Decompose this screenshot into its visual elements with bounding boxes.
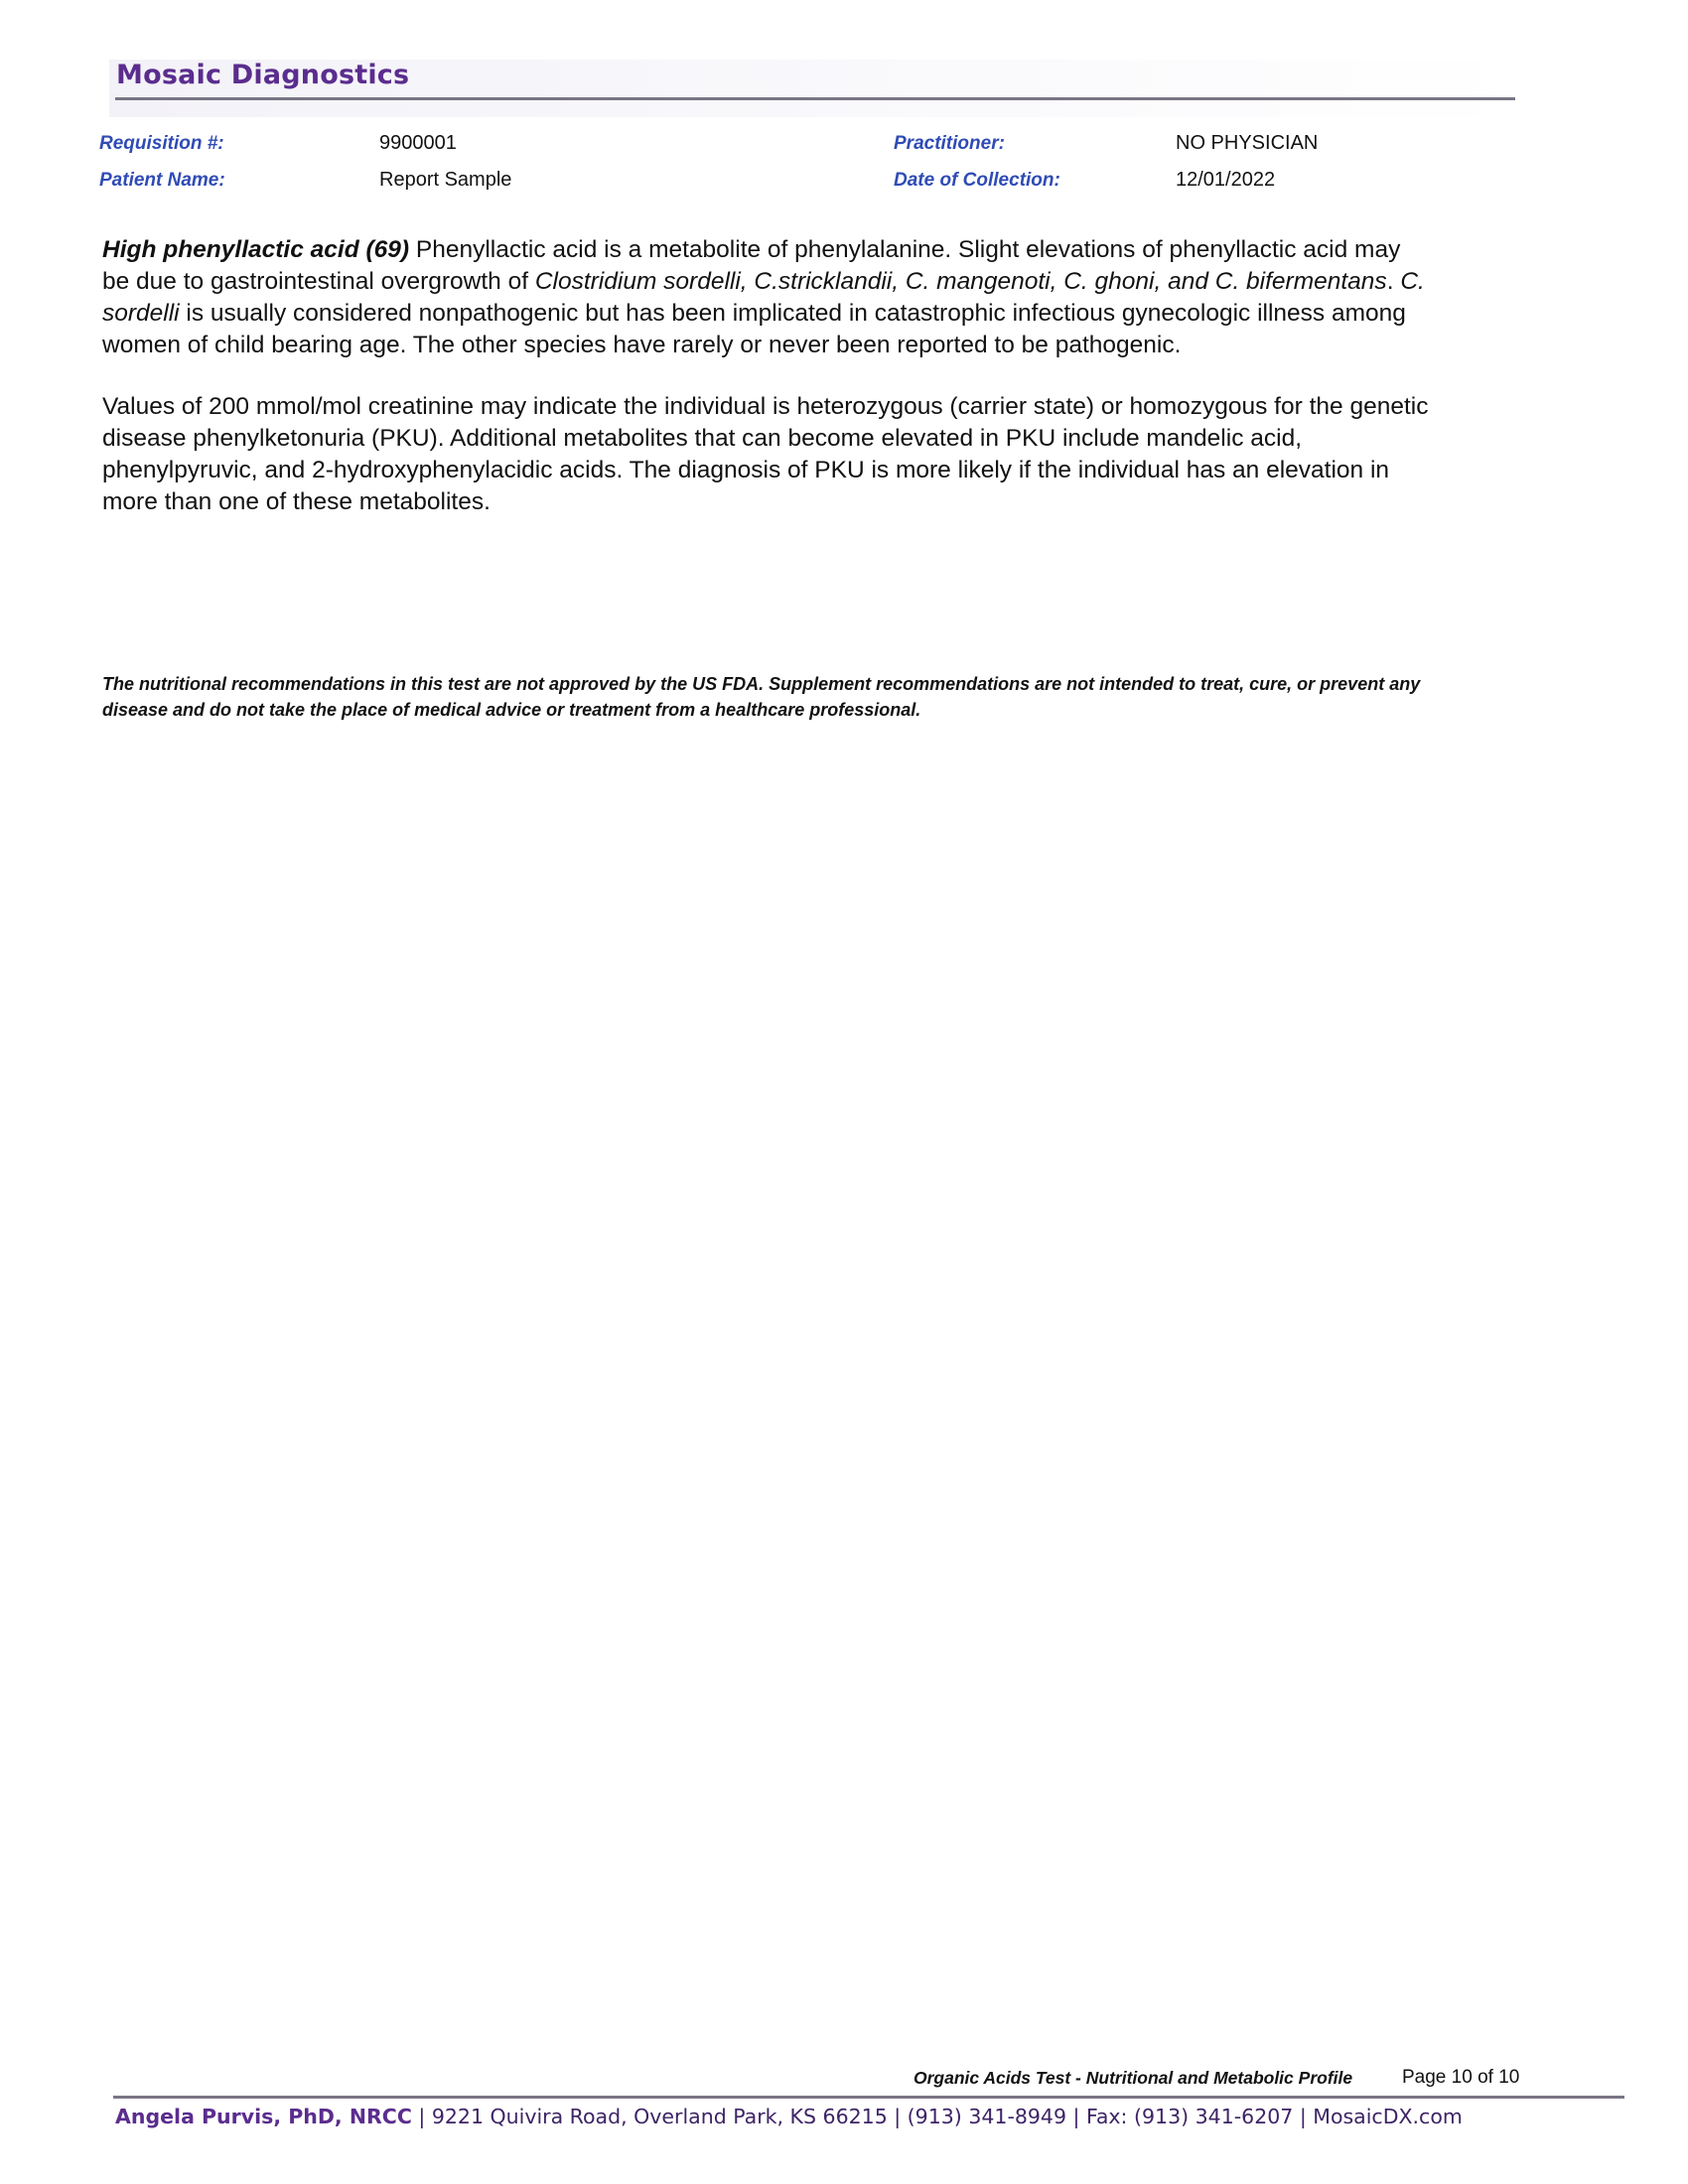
species-name: C. sordelli bbox=[102, 268, 1425, 327]
header-divider bbox=[115, 97, 1515, 100]
lab-director: Angela Purvis, PhD, NRCC bbox=[115, 2105, 412, 2128]
species-list: Clostridium sordelli, C.stricklandii, C. mangenoti, C. ghoni, and C. bifermentans bbox=[534, 268, 1387, 295]
lab-contact-info: | 9221 Quivira Road, Overland Park, KS 66215 | (913) 341-8949 | Fax: (913) 341-6207 | MosaicDX.com bbox=[411, 2105, 1463, 2128]
requisition-label: Requisition #: bbox=[99, 133, 224, 154]
fda-disclaimer: The nutritional recommendations in this test are not approved by the US FDA. Supplement recommendations are not intended to treat, cure, or prevent any disease and do not take the place of medical advice or treatment from a healthcare professional. bbox=[102, 674, 1421, 720]
patient-name-label: Patient Name: bbox=[99, 170, 225, 191]
patient-name-value: Report Sample bbox=[379, 169, 512, 191]
paragraph-text: Phenyllactic acid is a metabolite of phenylalanine. Slight elevations of phenyllactic acid may be due to gastrointestinal overgrowth of bbox=[102, 236, 1401, 295]
collection-date-value: 12/01/2022 bbox=[1176, 169, 1276, 191]
paragraph-text: . bbox=[1386, 268, 1401, 295]
paragraph-text: is usually considered nonpathogenic but has been implicated in catastrophic infectious gynecologic illness among women of child bearing age. The other species have rarely or never been reported to be pathogenic. bbox=[102, 300, 1406, 358]
pku-paragraph: Values of 200 mmol/mol creatinine may indicate the individual is heterozygous (carrier state) or homozygous for the genetic disease phenylketonuria (PKU). Additional metabolites that can become elevated in PKU include mandelic acid, phenylpyruvic, and 2-hydroxyphenylacidic acids. The diagnosis of PKU is more likely if the individual has an elevation in more than one of these metabolites. bbox=[102, 393, 1429, 515]
paragraph-lead: High phenyllactic acid (69) bbox=[102, 236, 410, 263]
practitioner-label: Practitioner: bbox=[894, 133, 1005, 154]
brand-logo-text: Mosaic Diagnostics bbox=[116, 60, 410, 90]
requisition-value: 9900001 bbox=[379, 132, 457, 154]
phenyllactic-acid-paragraph bbox=[102, 234, 1433, 361]
page-number: Page 10 of 10 bbox=[1402, 2067, 1520, 2088]
collection-date-label: Date of Collection: bbox=[894, 170, 1060, 191]
report-title: Organic Acids Test - Nutritional and Metabolic Profile bbox=[914, 2068, 1353, 2088]
footer-contact-line bbox=[115, 2105, 1463, 2128]
practitioner-value: NO PHYSICIAN bbox=[1176, 132, 1319, 154]
footer-divider bbox=[113, 2096, 1624, 2099]
